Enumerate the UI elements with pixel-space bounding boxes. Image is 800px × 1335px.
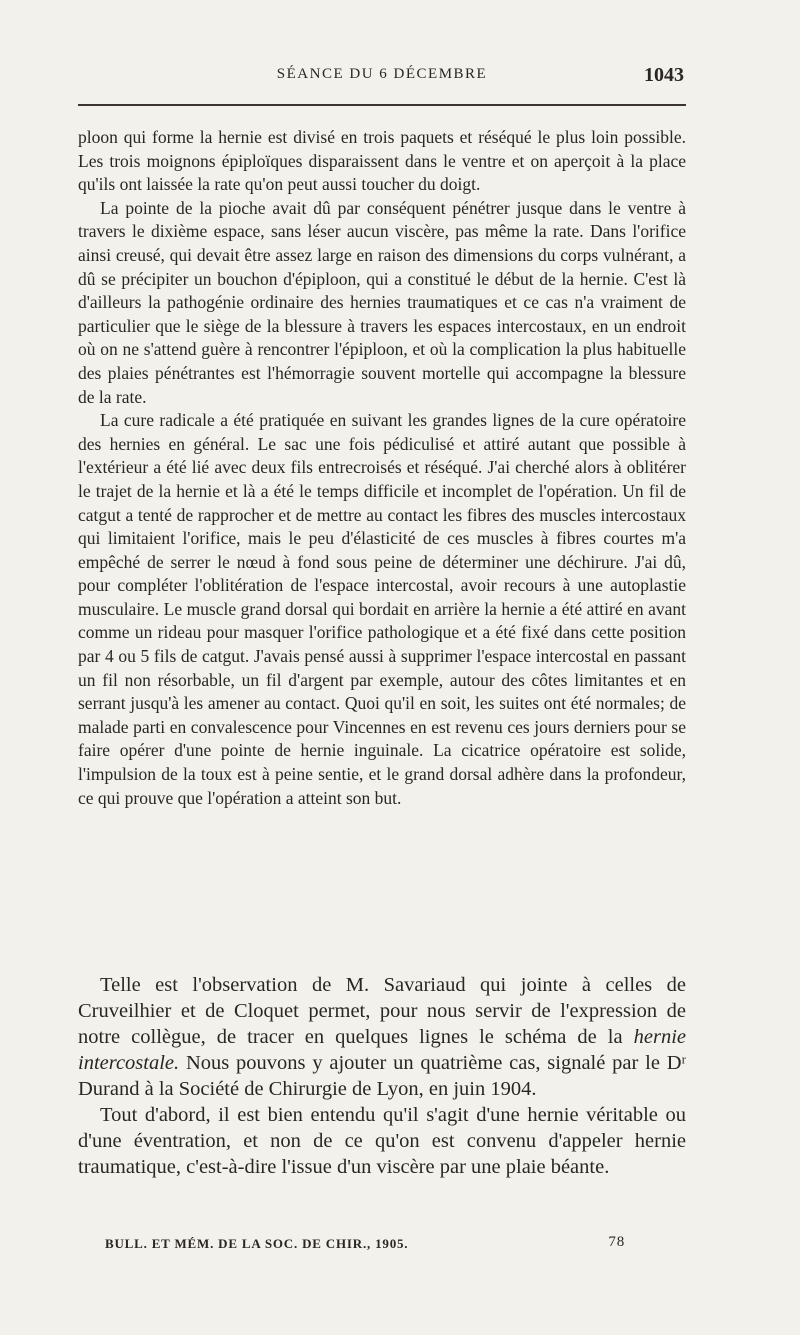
paragraph-2: La pointe de la pioche avait dû par conséquent pénétrer jusque dans le ventre à travers le dixième espace, sans léser aucun viscère, pas même la rate. Dans l'orifice ainsi creusé, qui devait être assez large en raison des dimensions du corps vulnérant, a dû se précipiter un bouchon d'épiploon, qui a constitué le début de la hernie. C'est là d'ailleurs la pathogénie ordinaire des hernies traumatiques et ce cas n'a vraiment de particulier que le siège de la blessure à travers les espaces intercostaux, en un endroit où on ne s'attend guère à rencontrer l'épiploon, et où la complication la plus habituelle des plaies pénétrantes est l'hémorragie souvent mortelle qui accompagne la blessure de la rate. [78,197,686,407]
paragraph-1: ploon qui forme la hernie est divisé en trois paquets et réséqué le plus loin possible. Les trois moignons épiploïques disparaissent dans le ventre et on aperçoit à la place qu'ils ont laissée la rate qu'on peut aussi toucher du doigt. [78,127,686,195]
small-print-section [78,126,686,810]
page-number: 1043 [644,64,684,86]
paragraph-4 [78,972,686,1102]
italic-term: hernie intercostale. [78,1026,686,1074]
header-title: SÉANCE DU 6 DÉCEMBRE [276,66,488,82]
footer-reference: BULL. ET MÉM. DE LA SOC. DE CHIR., 1905. [105,1236,409,1251]
paragraph-5: Tout d'abord, il est bien entendu qu'il s'agit d'une hernie véritable ou d'une éventration, et non de ce qu'on est convenu d'appeler hernie traumatique, c'est-à-dire l'issue d'un viscère par une plaie béante. [78,1104,686,1178]
header-rule [78,104,686,106]
signature-number: 78 [608,1234,625,1250]
page-footer [105,1232,625,1254]
paragraph-3: La cure radicale a été pratiquée en suivant les grandes lignes de la cure opératoire des hernies en général. Le sac une fois pédiculisé et attiré autant que possible à l'extérieur a été lié avec deux fils entrecroisés et réséqué. J'ai cherché alors à oblitérer le trajet de la hernie et là a été le temps difficile et incomplet de l'opération. Un fil de catgut a tenté de rapprocher et de mettre au contact les fibres des muscles intercostaux qui limitaient l'orifice, mais le peu d'élasticité de ces muscles à fibres courtes m'a empêché de serrer le nœud à fond sous peine de déterminer une déchirure. J'ai dû, pour compléter l'oblitération de l'espace intercostal, avoir recours à une autoplastie musculaire. Le muscle grand dorsal qui bordait en arrière la hernie a été attiré en avant comme un rideau pour masquer l'orifice pathologique et a été fixé dans cette position par 4 ou 5 fils de catgut. J'avais pensé aussi à supprimer l'espace intercostal en passant un fil non résorbable, un fil d'argent par exemple, autour des côtes limitantes et en serrant jusqu'à les amener au contact. Quoi qu'il en soit, les suites ont été normales; de malade parti en convalescence pour Vincennes en est revenu ces jours derniers pour se faire opérer d'une pointe de hernie inguinale. La cicatrice opératoire est solide, l'impulsion de la toux est à peine sentie, et le grand dorsal adhère dans la profondeur, ce qui prouve que l'opération a atteint son but. [78,410,686,808]
paragraph-4-start: Telle est l'observation de M. Savariaud qui jointe à celles de Cruveilhier et de Cloquet permet, pour nous servir de l'expression de notre collègue, de tracer en quelques lignes le schéma de la [78,974,686,1048]
paragraph-4-end: Nous pouvons y ajouter un quatrième cas, signalé par le Dʳ Durand à la Société de Chirurgie de Lyon, en juin 1904. [78,1052,686,1100]
main-text-section [78,972,686,1180]
running-header [78,66,686,96]
